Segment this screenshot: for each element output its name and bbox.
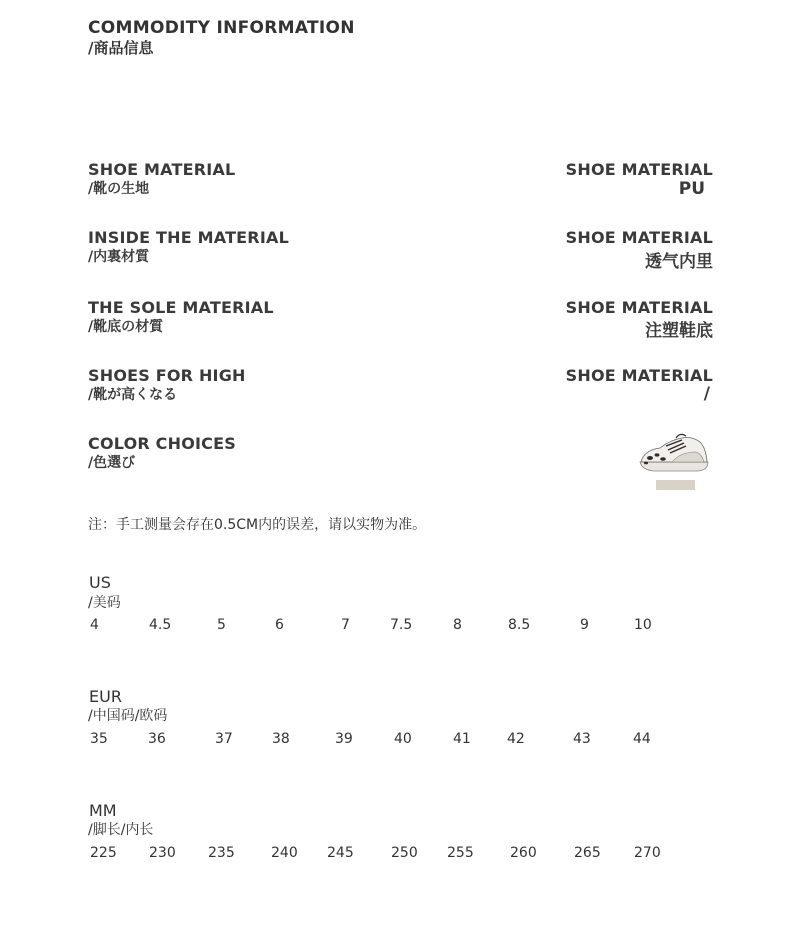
- shoes-high-right-label: SHOE MATERIAL: [565, 366, 713, 385]
- eur-size-label: EUR: [89, 687, 122, 706]
- page-subtitle: /商品信息: [88, 39, 154, 57]
- mm-size-value: 260: [510, 845, 537, 861]
- sole-material-sublabel: /靴底の材質: [88, 319, 164, 335]
- mm-size-value: 235: [208, 845, 235, 861]
- shoe-material-right-label: SHOE MATERIAL: [565, 160, 713, 179]
- eur-size-value: 39: [335, 731, 353, 747]
- color-swatch[interactable]: [656, 480, 695, 490]
- eur-size-value: 42: [507, 731, 525, 747]
- mm-size-value: 250: [391, 845, 418, 861]
- inside-material-label: INSIDE THE MATERIAL: [88, 228, 289, 247]
- eur-size-value: 36: [148, 731, 166, 747]
- mm-size-sublabel: /脚长/内长: [88, 822, 154, 838]
- us-size-value: 4.5: [149, 617, 172, 633]
- eur-size-value: 40: [394, 731, 412, 747]
- mm-size-value: 270: [634, 845, 661, 861]
- mm-size-value: 225: [90, 845, 117, 861]
- shoes-high-label: SHOES FOR HIGH: [88, 366, 246, 385]
- eur-size-value: 43: [573, 731, 591, 747]
- sole-material-value: 注塑鞋底: [645, 321, 713, 341]
- us-size-value: 7.5: [390, 617, 413, 633]
- shoe-material-value: PU: [678, 179, 705, 199]
- eur-size-value: 37: [215, 731, 233, 747]
- eur-size-value: 35: [90, 731, 108, 747]
- shoes-high-sublabel: /靴が高くなる: [88, 387, 178, 403]
- inside-material-value: 透气内里: [645, 252, 713, 272]
- mm-size-label: MM: [89, 801, 117, 820]
- inside-material-sublabel: /内裏材質: [88, 249, 150, 265]
- color-choices-sublabel: /色選び: [88, 455, 136, 471]
- eur-size-sublabel: /中国码/欧码: [88, 708, 168, 724]
- measurement-note: 注：手工测量会存在0.5CM内的误差，请以实物为准。: [88, 517, 427, 533]
- page-title: COMMODITY INFORMATION: [88, 18, 355, 38]
- color-choices-label: COLOR CHOICES: [88, 434, 236, 453]
- us-size-value: 8: [453, 617, 462, 633]
- us-size-value: 10: [634, 617, 652, 633]
- us-size-value: 6: [275, 617, 284, 633]
- shoe-material-label: SHOE MATERIAL: [88, 160, 236, 179]
- sole-material-label: THE SOLE MATERIAL: [88, 298, 274, 317]
- mm-size-value: 255: [447, 845, 474, 861]
- us-size-value: 7: [341, 617, 350, 633]
- sneaker-image: [636, 428, 716, 476]
- eur-size-value: 44: [633, 731, 651, 747]
- us-size-value: 9: [580, 617, 589, 633]
- us-size-label: US: [89, 573, 111, 592]
- mm-size-value: 240: [271, 845, 298, 861]
- eur-size-value: 41: [453, 731, 471, 747]
- shoes-high-value: /: [703, 384, 710, 404]
- shoe-material-sublabel: /靴の生地: [88, 181, 150, 197]
- mm-size-value: 265: [574, 845, 601, 861]
- us-size-value: 8.5: [508, 617, 531, 633]
- inside-material-right-label: SHOE MATERIAL: [565, 228, 713, 247]
- us-size-sublabel: /美码: [88, 595, 121, 611]
- us-size-value: 5: [217, 617, 226, 633]
- mm-size-value: 230: [149, 845, 176, 861]
- sole-material-right-label: SHOE MATERIAL: [565, 298, 713, 317]
- eur-size-value: 38: [272, 731, 290, 747]
- mm-size-value: 245: [327, 845, 354, 861]
- us-size-value: 4: [90, 617, 99, 633]
